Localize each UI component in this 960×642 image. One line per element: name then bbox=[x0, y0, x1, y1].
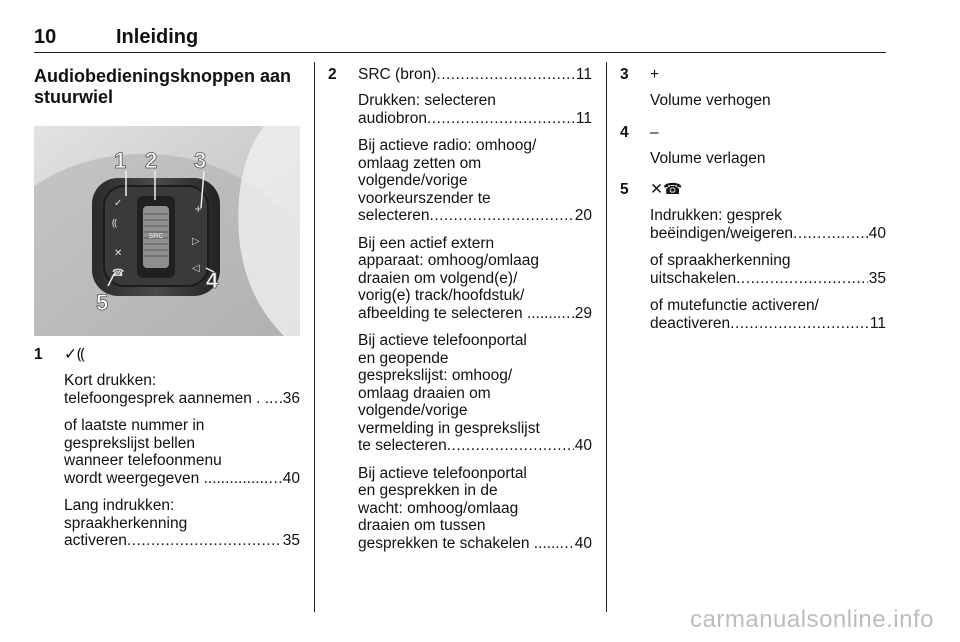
page-reference-line bbox=[650, 315, 886, 333]
svg-text:+: + bbox=[194, 204, 203, 215]
leader-dots bbox=[793, 225, 868, 243]
description-line: voorkeurszender te bbox=[358, 189, 491, 207]
item-head bbox=[328, 66, 592, 84]
item-spacer bbox=[620, 167, 886, 181]
description-paragraph bbox=[358, 465, 592, 553]
leader-dots bbox=[269, 390, 282, 408]
leader-dots bbox=[561, 305, 573, 323]
page-reference-line bbox=[650, 270, 886, 288]
leader-dots bbox=[436, 66, 575, 84]
list-item bbox=[620, 124, 886, 168]
reference-text: te selecteren bbox=[358, 437, 447, 454]
description-paragraph bbox=[358, 92, 592, 127]
page-reference-line bbox=[358, 535, 592, 553]
svg-text:▷: ▷ bbox=[192, 236, 200, 247]
description-paragraph bbox=[650, 150, 886, 168]
description-line: Bij actieve radio: omhoog/ bbox=[358, 137, 537, 154]
description-line: Volume verlagen bbox=[650, 149, 766, 167]
reference-text: wordt weergegeven .............. bbox=[64, 469, 264, 487]
page-ref: 11 bbox=[869, 314, 886, 332]
reference-text: gesprekken te schakelen ...... bbox=[358, 534, 560, 552]
description-line: apparaat: omhoog/omlaag bbox=[358, 252, 539, 269]
description-line: draaien om volgend(e)/ bbox=[358, 269, 518, 287]
description-line: en gesprekken in de bbox=[358, 482, 498, 499]
callout-3: 3 bbox=[194, 148, 207, 173]
page-header bbox=[34, 20, 886, 53]
column-3 bbox=[620, 66, 886, 332]
page-ref: 11 bbox=[575, 66, 592, 83]
description-line: of laatste nummer in bbox=[64, 417, 205, 434]
page-number: 10 bbox=[34, 26, 57, 48]
page-ref: 20 bbox=[574, 207, 592, 224]
reference-text: deactiveren bbox=[650, 314, 731, 332]
description-line: draaien om tussen bbox=[358, 517, 486, 534]
description-paragraph bbox=[650, 297, 886, 332]
item-head bbox=[620, 66, 886, 84]
watermark: carmanualsonline.info bbox=[690, 606, 934, 633]
reference-text: beëindigen/weigeren bbox=[650, 224, 794, 242]
description-line: of spraakherkenning bbox=[650, 252, 791, 269]
page-ref: 11 bbox=[575, 109, 592, 127]
leader-dots bbox=[427, 110, 575, 128]
page-reference-line bbox=[358, 305, 592, 323]
page-ref: 40 bbox=[868, 224, 886, 242]
page-reference-line bbox=[64, 470, 300, 488]
reference-text: telefoongesprek aannemen . . bbox=[64, 389, 270, 407]
column-divider bbox=[314, 62, 315, 612]
description-line: Bij actieve telefoonportal bbox=[358, 464, 527, 482]
page-ref: 40 bbox=[574, 437, 592, 454]
description-paragraph bbox=[650, 207, 886, 242]
item-heading bbox=[358, 66, 592, 84]
reference-text: activeren bbox=[64, 532, 127, 549]
page-reference-line bbox=[650, 225, 886, 243]
list-item bbox=[34, 346, 300, 550]
description-line: Lang indrukken: bbox=[64, 497, 175, 514]
list-item bbox=[620, 66, 886, 110]
description-paragraph bbox=[358, 332, 592, 455]
description-line: omlaag draaien om bbox=[358, 384, 491, 402]
column-2 bbox=[328, 66, 592, 552]
leader-dots bbox=[736, 270, 868, 288]
description-paragraph bbox=[64, 417, 300, 487]
section-title: Audiobedieningsknoppen aan stuurwiel bbox=[34, 66, 292, 107]
svg-text:⸨: ⸨ bbox=[112, 218, 118, 229]
page-reference-line bbox=[358, 437, 592, 455]
page-ref: 40 bbox=[574, 534, 592, 552]
description-line: vorig(e) track/hoofdstuk/ bbox=[358, 287, 525, 304]
description-line: Bij actieve telefoonportal bbox=[358, 332, 527, 349]
description-line: wacht: omhoog/omlaag bbox=[358, 499, 519, 517]
description-line: Indrukken: gesprek bbox=[650, 207, 782, 224]
description-line: volgende/vorige bbox=[358, 172, 468, 189]
description-line: volgende/vorige bbox=[358, 402, 468, 419]
page-reference-line bbox=[358, 207, 592, 225]
description-paragraph bbox=[64, 497, 300, 550]
scroll-wheel-label: SRC bbox=[148, 233, 164, 240]
leader-dots bbox=[560, 535, 574, 553]
description-paragraph bbox=[64, 372, 300, 407]
page-ref: 36 bbox=[282, 389, 300, 407]
list-item bbox=[620, 181, 886, 332]
item-number: 2 bbox=[328, 66, 337, 83]
item-head bbox=[620, 124, 886, 142]
description-line: vermelding in gesprekslijst bbox=[358, 419, 540, 437]
control-symbol-icon: ✕☎ bbox=[650, 181, 683, 198]
item-head bbox=[620, 181, 886, 199]
description-line: wanneer telefoonmenu bbox=[64, 452, 222, 469]
description-paragraph bbox=[650, 252, 886, 287]
svg-text:✕: ✕ bbox=[114, 248, 123, 259]
item-number: 1 bbox=[34, 346, 43, 363]
description-line: Volume verhogen bbox=[650, 92, 771, 109]
control-symbol-icon: ✓⸨ bbox=[64, 346, 85, 363]
steering-wheel-figure bbox=[34, 126, 300, 336]
leader-dots bbox=[127, 532, 282, 550]
description-line: Drukken: selecteren bbox=[358, 92, 496, 109]
page-reference-line bbox=[358, 110, 592, 128]
reference-text: selecteren bbox=[358, 207, 430, 224]
description-line: gesprekslijst bellen bbox=[64, 434, 195, 452]
item-number: 4 bbox=[620, 123, 629, 141]
callout-1: 1 bbox=[114, 148, 127, 173]
description-line: Bij een actief extern bbox=[358, 234, 495, 252]
description-line: en geopende bbox=[358, 349, 449, 367]
column-1 bbox=[34, 346, 300, 550]
callout-4: 4 bbox=[206, 268, 219, 293]
item-head bbox=[34, 346, 300, 364]
description-paragraph bbox=[358, 235, 592, 323]
description-line: of mutefunctie activeren/ bbox=[650, 297, 819, 314]
reference-text: audiobron bbox=[358, 109, 427, 127]
page-ref: 35 bbox=[282, 532, 300, 549]
control-symbol-icon: + bbox=[650, 66, 660, 83]
item-number: 3 bbox=[620, 66, 629, 83]
leader-dots bbox=[447, 437, 574, 455]
description-line: gesprekslijst: omhoog/ bbox=[358, 367, 513, 384]
steering-wheel-illustration bbox=[34, 126, 300, 336]
description-line: omlaag zetten om bbox=[358, 154, 482, 172]
page-reference-line bbox=[64, 532, 300, 550]
control-symbol-icon: – bbox=[650, 123, 659, 141]
item-spacer bbox=[620, 110, 886, 124]
description-line: spraakherkenning bbox=[64, 514, 188, 532]
svg-text:✓: ✓ bbox=[114, 198, 123, 209]
svg-text:☎: ☎ bbox=[112, 268, 125, 279]
callout-2: 2 bbox=[145, 148, 158, 173]
reference-text: uitschakelen bbox=[650, 269, 737, 287]
description-line: Kort drukken: bbox=[64, 372, 157, 389]
callout-5: 5 bbox=[96, 290, 109, 315]
description-paragraph bbox=[358, 137, 592, 225]
chapter-title: Inleiding bbox=[116, 26, 199, 48]
item-number: 5 bbox=[620, 181, 629, 198]
list-item bbox=[328, 66, 592, 552]
leader-dots bbox=[730, 315, 869, 333]
page-ref: 29 bbox=[574, 304, 592, 322]
reference-text: afbeelding te selecteren ........ bbox=[358, 304, 562, 322]
column-divider bbox=[606, 62, 607, 612]
page-reference-line bbox=[64, 390, 300, 408]
item-heading-text: SRC (bron) bbox=[358, 66, 437, 83]
svg-text:◁: ◁ bbox=[192, 263, 200, 274]
page-ref: 40 bbox=[282, 469, 300, 487]
page-ref: 35 bbox=[868, 269, 886, 287]
description-paragraph bbox=[650, 92, 886, 110]
leader-dots bbox=[430, 207, 574, 225]
leader-dots bbox=[264, 470, 282, 488]
